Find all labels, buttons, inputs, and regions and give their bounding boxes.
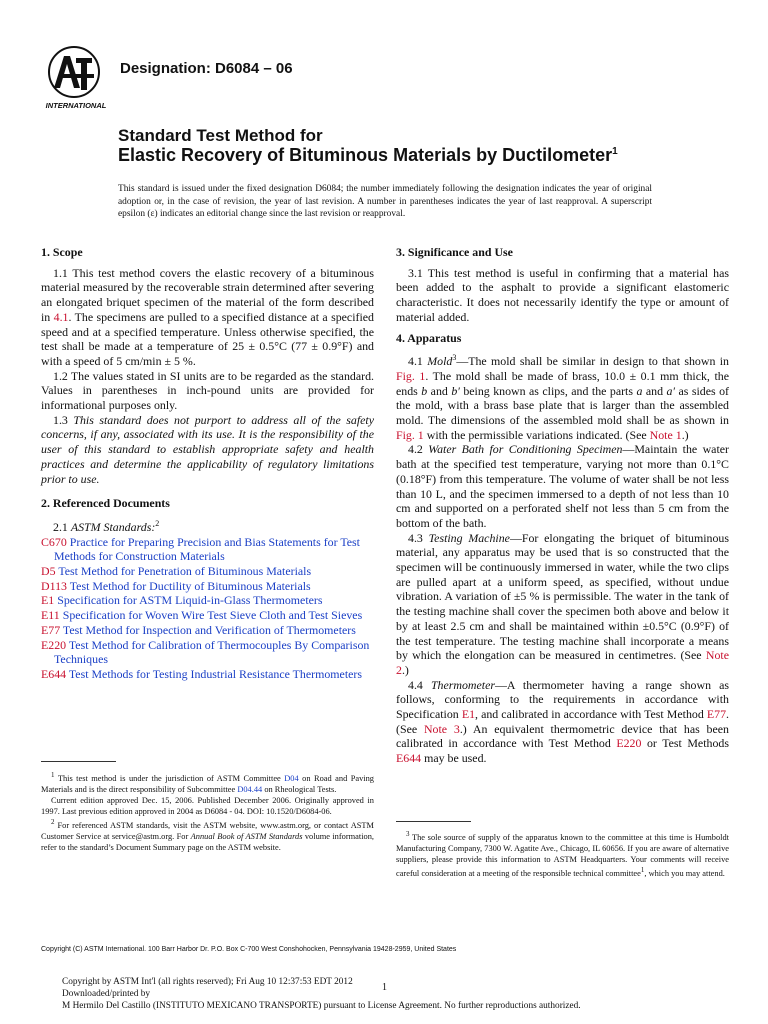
footnote-rule-left (41, 761, 116, 762)
standard-notice: This standard is issued under the fixed designation D6084; the number immediately following the designation indicates the year of original adoption or, in the case of revision, the year of last revision. A number in parentheses indicates the year of last reapproval. A superscript epsilon (ε) indicates an editorial change since the last revision or reapproval. (118, 184, 652, 219)
para-1-3: 1.3 This standard does not purport to address all of the safety concerns, if any, associated with its use. It is the responsibility of the user of this standard to establish appropriate safety and health practices and determine the applicability of regulatory limitations prior to use. (41, 412, 374, 486)
svg-text:INTERNATIONAL: INTERNATIONAL (45, 101, 107, 110)
e77-link[interactable]: E77 (706, 707, 727, 722)
page-number: 1 (382, 982, 387, 993)
para-1-2: 1.2 The values stated in SI units are to be regarded as the standard. Values in parentheses in inch-pound units are provided for informational purposes only. (41, 368, 374, 413)
title-line1: Standard Test Method for (118, 126, 323, 145)
para-4-3: 4.3 Testing Machine—For elongating the briquet of bituminous material, any apparatus may be used that is so constructed that the specimen will be continuously immersed in water, while the two clips are pulled apart at a uniform speed, as specified, without undue vibration. A variation of ±5 % is permissible. The water in the tank of the testing machine shall cover the specimen both above and below it by at least 2.5 cm and shall be maintained within ±0.5°C (0.9°F) of the test temperature. The testing machine shall incorporate a means by which the elongation can be measured in centimetres. (See Note 2.) (396, 530, 730, 677)
note2-link[interactable]: Note 2 (396, 648, 729, 677)
ref-e1[interactable]: E1 Specification for ASTM Liquid-in-Glass Thermometers (41, 593, 323, 608)
section3-heading: 3. Significance and Use (396, 245, 513, 259)
e1-link[interactable]: E1 (461, 707, 476, 722)
fig1-link[interactable]: Fig. 1 (396, 368, 426, 383)
section4-heading: 4. Apparatus (396, 330, 462, 345)
e220-link[interactable]: E220 (616, 736, 642, 751)
e644-link[interactable]: E644 (396, 751, 422, 766)
title-line2: Elastic Recovery of Bituminous Materials by Ductilometer$^1$ (118, 145, 618, 165)
ref-e11[interactable]: E11 Specification for Woven Wire Test Sieve Cloth and Test Sieves (41, 608, 363, 623)
footnote-rule-right (396, 821, 471, 822)
footnotes-right (396, 829, 729, 879)
footnote-3: $^3$ The sole source of supply of the apparatus known to the committee at this time is Humboldt Manufacturing Company, 7300 W. Agatite Ave., Chicago, IL 60656. If you are aware of alternative suppliers, please provide this information to ASTM Headquarters. Your comments will receive careful consideration at a meeting of the responsible technical committee$^1$, which you may attend. (396, 830, 729, 878)
section2-heading: 2. Referenced Documents (41, 496, 170, 511)
ref-c670[interactable]: C670 Practice for Preparing Precision and Bias Statements for Test Methods for Construction Materials (41, 534, 360, 564)
para-4-4: 4.4 Thermometer—A thermometer having a range shown as follows, conforming to the requirements in accordance with Specification E1, and calibrated in accordance with Test Method E77. (See Note 3.) An equivalent thermometric device that has been calibrated in accordance with Test Method E220 or Test Methods E644 may be used. (396, 677, 729, 766)
footnotes-left (41, 770, 374, 853)
footnote-1: $^1$ This test method is under the jurisdiction of ASTM Committee D04 on Road and Paving Materials and is the direct responsibility of Subcommittee D04.44 on Rheological Tests. (41, 771, 374, 794)
para-1-1: 1.1 This test method covers the elastic recovery of a bituminous material measured by the recoverable strain determined after severing an elongated briquet specimen of the material of the form described in 4.1. The specimens are pulled to a specified distance at a specified speed and at a specified temperature. Unless otherwise specified, the test shall be made at a temperature of 25 ± 0.5°C (77 ± 0.9°F) and with a speed of 5 cm/min ± 5 %. (41, 265, 374, 368)
para-4-2: 4.2 Water Bath for Conditioning Specimen—Maintain the water bath at the specified test temperature, varying not more than 0.1°C (0.18°F) from this temperature. The volume of water shall be not less than 10 L, and the specimen immersed to a depth of not less than 10 cm and supported on a perforated shelf not less than 5 cm from the bottom of the bath. (396, 442, 730, 530)
left-column (41, 245, 374, 682)
para-4-1: 4.1 Mold$^3$—The mold shall be similar in design to that shown in Fig. 1. The mold shall be made of brass, 10.0 ± 0.1 mm thick, the ends b and b′ being known as clips, and the parts a and a′ as sides of the mold, with a brass base plate that is larger than the assembled mold. The dimensions of the assembled mold shall be as shown in Fig. 1 with the permissible variations indicated. (See Note 1.) (396, 353, 729, 442)
ref-e644[interactable]: E644 Test Methods for Testing Industrial Resistance Thermometers (41, 666, 362, 681)
ref-d113[interactable]: D113 Test Method for Ductility of Bituminous Materials (41, 578, 311, 593)
note1-link[interactable]: Note 1 (649, 427, 682, 442)
download-footer: Copyright by ASTM Int'l (all rights reserved); Fri Aug 10 12:37:53 EDT 2012 Downloaded/printed by M Hermilo Del Castillo (INSTITUTO MEXICANO TRANSPORTE) pursuant to License Agreement. No further reproductions authorized. (62, 977, 581, 1012)
footnote-2: $^2$ For referenced ASTM standards, visit the ASTM website, www.astm.org, or contact ASTM Customer Service at service@astm.org. For Annual Book of ASTM Standards volume information, refer to the standard’s Document Summary page on the ASTM website. (41, 817, 374, 852)
right-column (396, 245, 729, 766)
ref-e220[interactable]: E220 Test Method for Calibration of Thermocouples By Comparison Techniques (41, 637, 370, 667)
link-4-1[interactable]: 4.1 (53, 309, 69, 324)
section1-heading: 1. Scope (41, 245, 83, 259)
ref-e77[interactable]: E77 Test Method for Inspection and Verification of Thermometers (41, 622, 356, 637)
footnote-1-current-edition: Current edition approved Dec. 15, 2006. Published December 2006. Originally approved in 1997. Last previous edition approved in 2004 as D6084 - 04. DOI: 10.1520/D6084-06. (41, 795, 374, 816)
note3-link[interactable]: Note 3 (423, 721, 460, 736)
para-2-1: 2.1 ASTM Standards:$^2$ (53, 518, 160, 534)
astm-logo (40, 44, 112, 112)
copyright-line: Copyright (C) ASTM International. 100 Barr Harbor Dr. P.O. Box C-700 West Conshohocken, Pennsylvania 19428-2959, United States (41, 946, 457, 953)
ref-d5[interactable]: D5 Test Method for Penetration of Bituminous Materials (41, 564, 312, 579)
fig1-link-2[interactable]: Fig. 1 (396, 427, 424, 442)
designation: Designation: D6084 – 06 (120, 60, 293, 77)
para-3-1: 3.1 This test method is useful in confirming that a material has been added to the asphalt to provide a significant elastomeric characteristic. It does not necessarily identify the type or amount of material added. (396, 265, 729, 324)
